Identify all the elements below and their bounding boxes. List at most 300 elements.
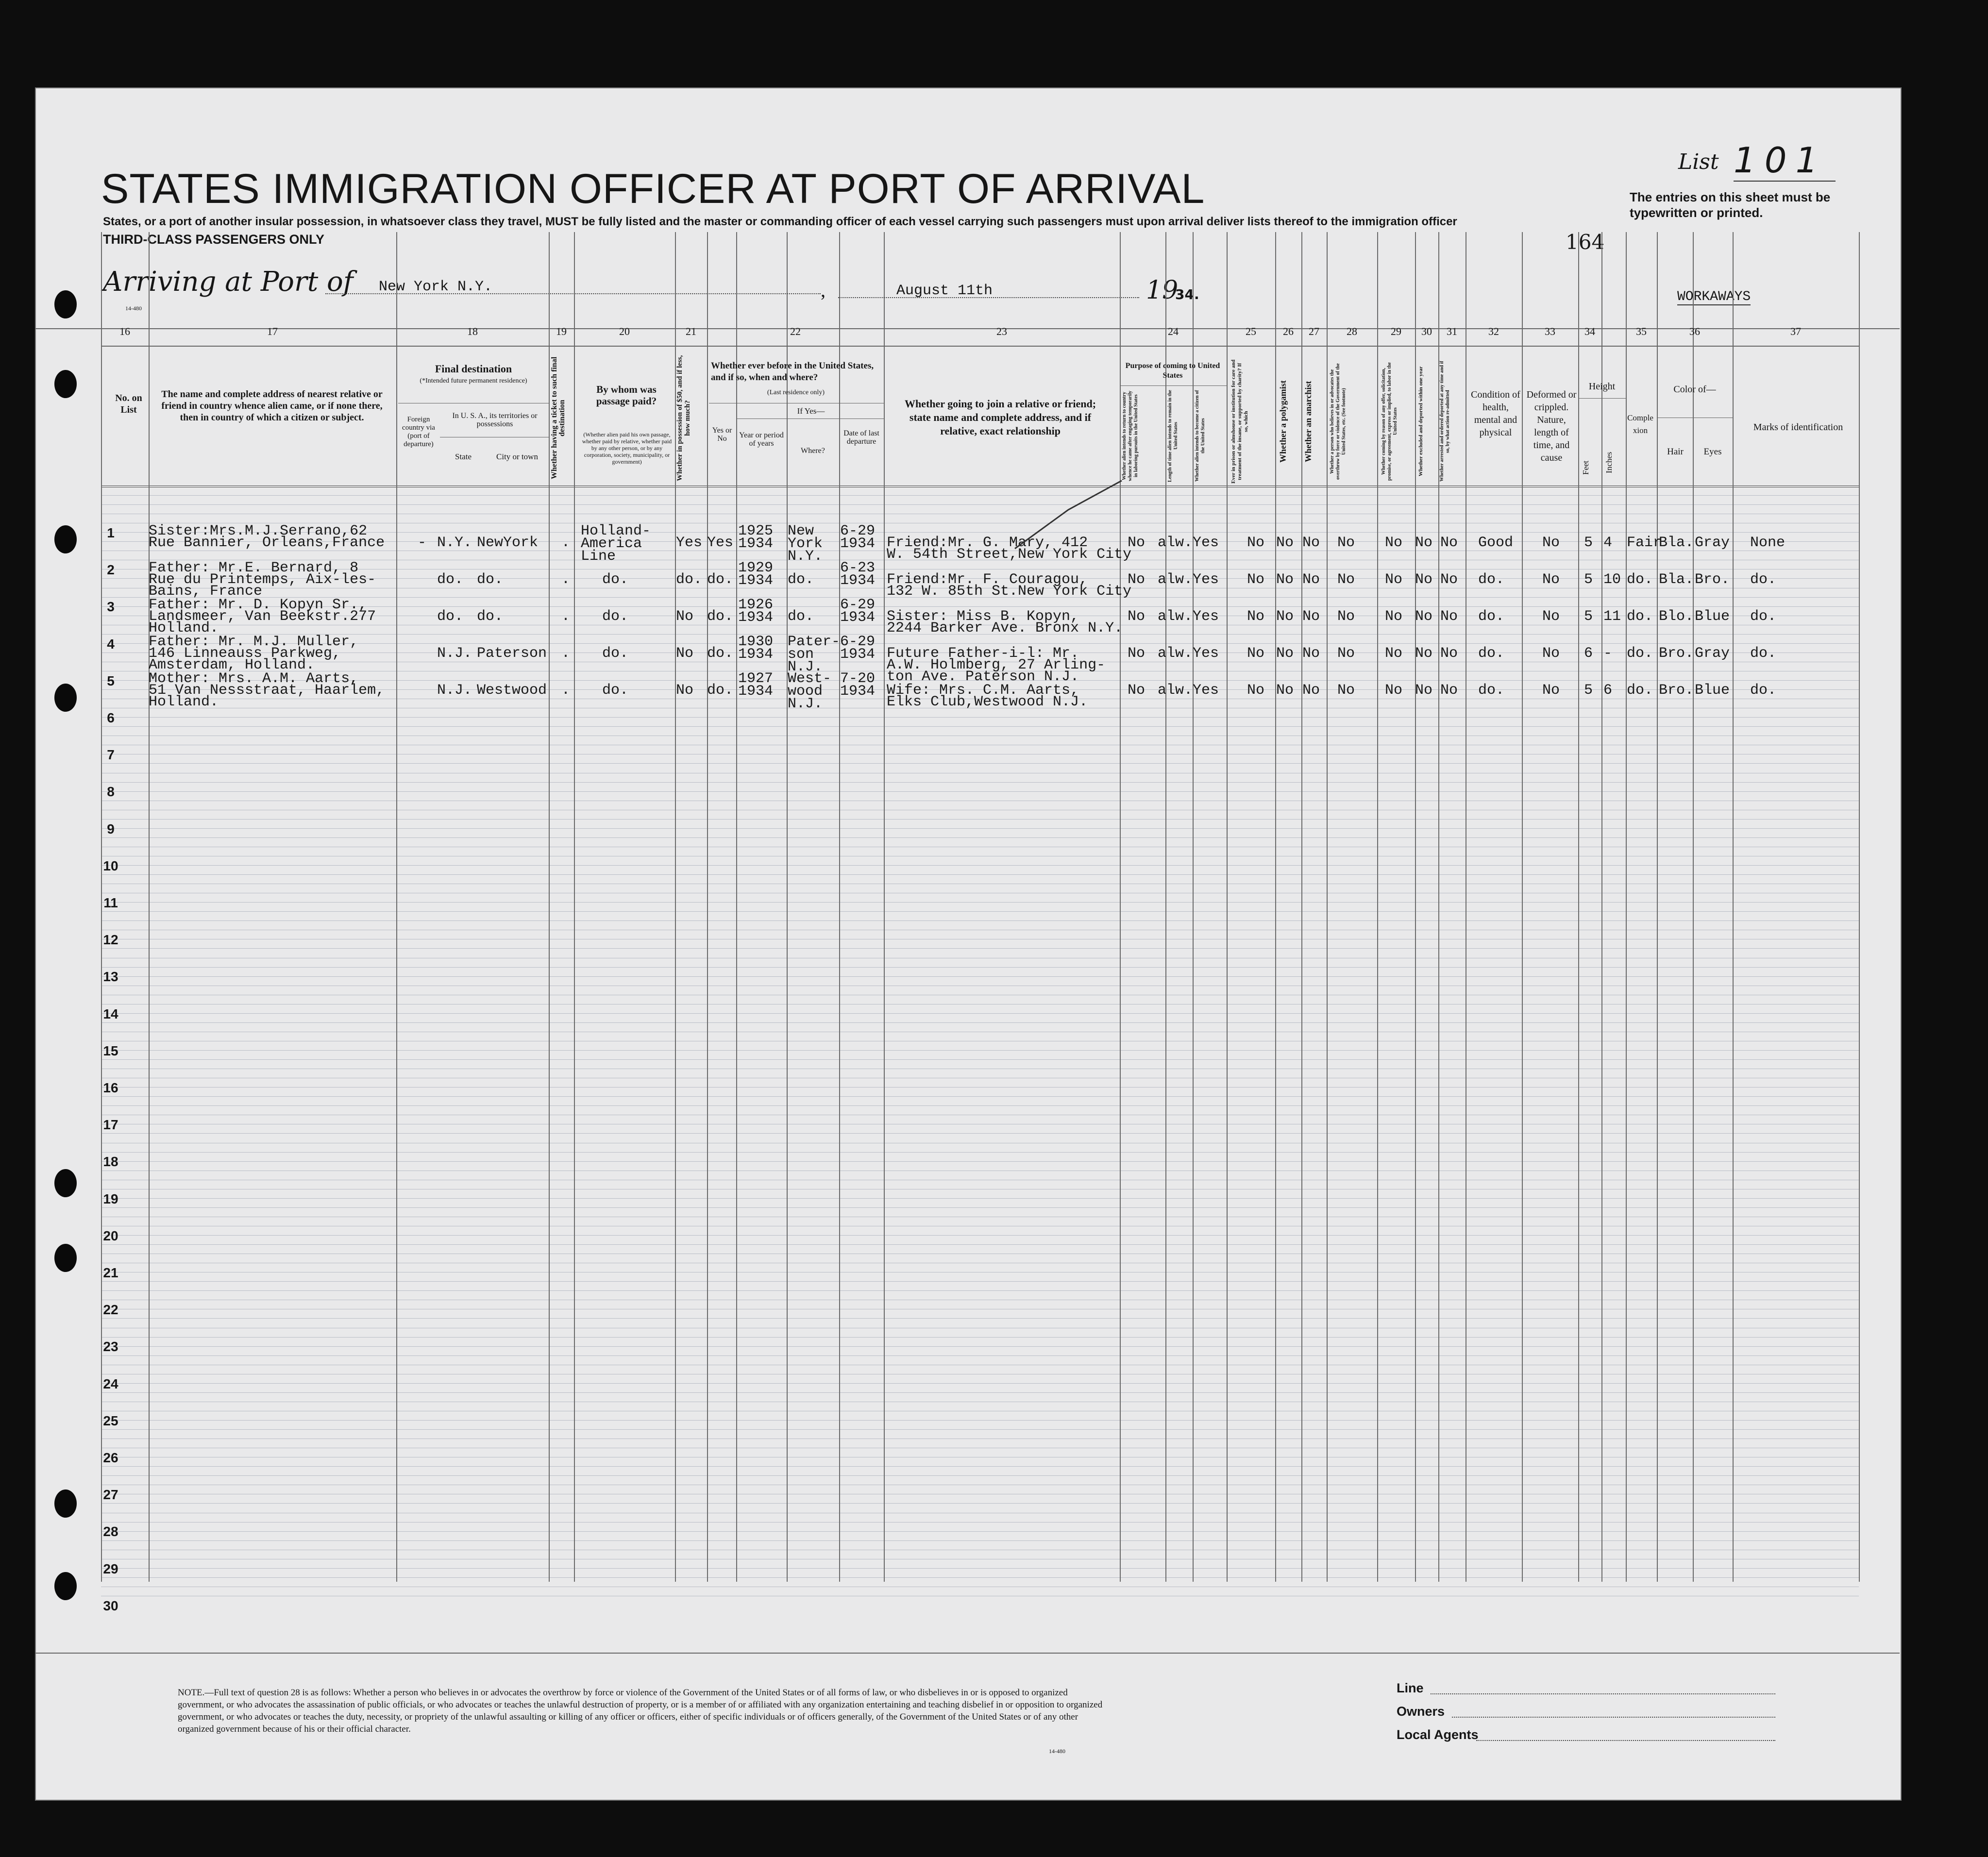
row-number: 14 — [103, 1006, 118, 1021]
header-eyes: Eyes — [1703, 447, 1722, 457]
passage-paid-by: do. — [602, 645, 629, 662]
anarchist-answer: No — [1302, 608, 1320, 625]
years-in-us: 1934 — [738, 535, 774, 552]
column-divider — [1733, 232, 1734, 1582]
column-divider — [396, 232, 397, 1582]
column-divider — [1275, 232, 1276, 1582]
header-nearest-relative: The name and complete address of nearest relative or friend in country whence alien came, or if none there, then in country of which a citizen or subject. — [161, 389, 383, 423]
height-feet: 6 — [1584, 645, 1593, 662]
complexion-value: do. — [1627, 571, 1653, 588]
header-color-of: Color of— — [1673, 384, 1716, 395]
purpose-citizen: Yes — [1193, 645, 1219, 662]
relative-address: Rue Bannier, Orleans,France — [149, 535, 385, 551]
column-number: 23 — [996, 325, 1007, 337]
ruled-line — [101, 1281, 1859, 1282]
row-number: 6 — [107, 710, 115, 725]
agents-field — [1476, 1740, 1775, 1741]
line-label: Line — [1397, 1681, 1424, 1695]
column-divider — [549, 232, 550, 1582]
subtitle-line2: THIRD-CLASS PASSENGERS ONLY — [103, 232, 325, 247]
header-city: City or town — [496, 452, 538, 461]
previous-residence: do. — [788, 571, 814, 588]
footer-form-code: 14-480 — [1049, 1748, 1065, 1755]
arrested-answer: No — [1440, 608, 1458, 625]
table-top-line — [35, 328, 1900, 329]
row-number: 1 — [107, 525, 115, 540]
polygamist-answer: No — [1276, 645, 1294, 662]
destination-state: do. — [437, 571, 464, 588]
column-number: 28 — [1347, 325, 1357, 337]
row-number: 21 — [103, 1265, 118, 1280]
arrested-answer: No — [1440, 571, 1458, 588]
ruled-line — [101, 1355, 1859, 1356]
health-condition: Good — [1478, 535, 1514, 551]
column-number: 34 — [1584, 325, 1595, 337]
header-no-on-list: No. on List — [115, 393, 142, 415]
purpose-return: No — [1128, 682, 1146, 699]
header-inches: Inches — [1604, 452, 1614, 474]
column-number-rule — [101, 346, 1859, 347]
ruled-line — [101, 1337, 1859, 1338]
row-number: 29 — [103, 1561, 118, 1576]
row-number: 8 — [107, 784, 115, 800]
joining-relative: Friend:Mr. F. Couragou, — [887, 571, 1088, 588]
header-foreign-country: Foreign country via (port of departure) — [402, 416, 435, 448]
money-possession: No — [676, 682, 694, 699]
row-number: 30 — [103, 1598, 118, 1613]
hair-color: Bla. — [1659, 535, 1694, 551]
ruled-line — [101, 1503, 1859, 1504]
column-number: 24 — [1168, 325, 1179, 337]
punch-hole — [54, 290, 77, 318]
header-anarchist: Whether an anarchist — [1303, 381, 1313, 462]
ruled-line — [101, 763, 1859, 764]
previous-residence: N.Y. — [788, 548, 823, 565]
complexion-value: do. — [1627, 682, 1653, 699]
ruled-line — [101, 1290, 1859, 1291]
header-advocates: Whether a person who believes in or advocates the overthrow by force or violence of the Government of the United States, etc. (See footnote) — [1330, 363, 1347, 480]
height-feet: 5 — [1584, 535, 1593, 551]
destination-state: N.J. — [437, 645, 472, 662]
page-title: STATES IMMIGRATION OFFICER AT PORT OF ARRIVAL — [101, 166, 1205, 212]
column-number: 30 — [1421, 325, 1432, 337]
purpose-return: No — [1128, 608, 1146, 625]
excluded-answer: No — [1415, 645, 1433, 662]
deformed-answer: No — [1542, 608, 1560, 625]
relative-address: Sister:Mrs.M.J.Serrano,62 — [149, 523, 368, 539]
ruled-line — [101, 948, 1859, 949]
row-number: 20 — [103, 1228, 118, 1243]
column-divider — [149, 232, 150, 1582]
hair-color: Bro. — [1659, 645, 1694, 662]
row-number: 9 — [107, 821, 115, 836]
ruled-line — [101, 1383, 1859, 1384]
column-number: 31 — [1447, 325, 1457, 337]
column-divider — [1301, 232, 1302, 1582]
row-number: 7 — [107, 747, 115, 763]
last-departure: 6-29 — [840, 523, 876, 539]
ruled-line — [101, 1022, 1859, 1023]
hair-color: Bro. — [1659, 682, 1694, 699]
complexion-value: do. — [1627, 608, 1653, 625]
destination-city: do. — [477, 571, 504, 588]
column-divider — [1657, 232, 1658, 1582]
joining-relative: Elks Club,Westwood N.J. — [887, 694, 1088, 710]
purpose-length: alw. — [1158, 571, 1193, 588]
column-number: 32 — [1488, 325, 1499, 337]
years-in-us: 1927 — [738, 670, 774, 687]
advocates-answer: No — [1337, 608, 1355, 625]
row-number: 24 — [103, 1376, 118, 1391]
column-divider — [736, 232, 737, 1582]
purpose-return: No — [1128, 535, 1146, 551]
row-number: 4 — [107, 636, 115, 652]
column-divider — [1522, 232, 1523, 1582]
header-deformed: Deformed or crippled. Nature, length of time, and cause — [1526, 389, 1577, 463]
ruled-line — [101, 782, 1859, 783]
ruled-line — [101, 1420, 1859, 1421]
ruled-line — [101, 920, 1859, 921]
ruled-line — [101, 1013, 1859, 1014]
row-number: 19 — [103, 1191, 118, 1206]
anarchist-answer: No — [1302, 682, 1320, 699]
ruled-line — [101, 643, 1859, 644]
joining-relative: W. 54th Street,New York City — [887, 546, 1132, 563]
ruled-line — [101, 1105, 1859, 1106]
offer-answer: No — [1385, 571, 1403, 588]
last-departure: 1934 — [840, 535, 876, 552]
previous-residence: wood — [788, 683, 823, 700]
purpose-citizen: Yes — [1193, 682, 1219, 699]
header-where: Where? — [801, 447, 825, 455]
column-divider — [1578, 232, 1579, 1582]
eye-color: Bro. — [1695, 571, 1730, 588]
previous-residence: York — [788, 535, 823, 552]
purpose-return: No — [1128, 645, 1146, 662]
year-prefix: 19 — [1146, 276, 1179, 305]
ticket-mark: . — [561, 682, 571, 699]
purpose-length: alw. — [1158, 645, 1193, 662]
header-fifty-dollars: Whether in possession of $50, and if less, how much? — [676, 355, 691, 481]
header-purpose-return: Whether alien intends to return to country whence he came after engaging temporarily in laboring pursuits in the United States — [1122, 390, 1139, 482]
row-number: 28 — [103, 1524, 118, 1539]
deformed-answer: No — [1542, 571, 1560, 588]
punch-hole — [54, 1169, 77, 1197]
pencil-mark — [1010, 476, 1127, 553]
destination-state: N.Y. — [437, 535, 472, 551]
ruled-line — [101, 819, 1859, 820]
destination-city: Paterson — [477, 645, 547, 662]
ruled-line — [101, 874, 1859, 875]
ruled-line — [101, 1429, 1859, 1430]
joining-relative: A.W. Holmberg, 27 Arling- — [887, 657, 1106, 673]
height-inches: 4 — [1603, 535, 1613, 551]
header-in-usa: In U. S. A., its territories or possessions — [452, 412, 538, 428]
header-ever-before: Whether ever before in the United States, and if so, when and where? — [711, 361, 874, 383]
last-departure: 1934 — [840, 609, 876, 626]
row-number: 15 — [103, 1043, 118, 1058]
years-in-us: 1925 — [738, 523, 774, 539]
purpose-length: alw. — [1158, 608, 1193, 625]
header-purpose-length: Length of time alien intends to remain in the United States — [1167, 390, 1179, 482]
header-polygamist: Whether a polygamist — [1278, 380, 1288, 463]
purpose-length: alw. — [1158, 535, 1193, 551]
polygamist-answer: No — [1276, 535, 1294, 551]
header-final-destination-note: (*Intended future permanent residence) — [420, 377, 527, 385]
ruled-line — [101, 726, 1859, 727]
column-number: 18 — [467, 325, 478, 337]
column-number: 22 — [790, 325, 801, 337]
excluded-answer: No — [1415, 608, 1433, 625]
advocates-answer: No — [1337, 645, 1355, 662]
header-prison: Ever in prison or almshouse or institution for care and treatment of the insane, or supported by charity? If so, which — [1230, 359, 1249, 484]
column-divider — [1601, 232, 1602, 1582]
manifest-sheet — [35, 87, 1902, 1801]
complexion-value: do. — [1627, 645, 1653, 662]
row-number: 13 — [103, 969, 118, 985]
relative-address: 146 Linneauss Parkweg, — [149, 645, 341, 662]
column-number: 20 — [619, 325, 630, 337]
ruled-line — [101, 865, 1859, 866]
foreign-country: - — [418, 535, 427, 551]
column-divider — [1227, 232, 1228, 1582]
prison-answer: No — [1247, 608, 1265, 625]
ruled-line — [101, 828, 1859, 829]
ruled-line — [101, 504, 1859, 505]
punch-hole — [54, 1572, 77, 1600]
height-inches: 6 — [1603, 682, 1613, 699]
ruled-line — [101, 1392, 1859, 1393]
column-divider — [884, 232, 885, 1582]
header-height: Height — [1588, 381, 1616, 392]
prison-answer: No — [1247, 645, 1265, 662]
previous-residence: N.J. — [788, 659, 823, 675]
height-inches: - — [1603, 645, 1613, 662]
date-value: August 11th — [896, 283, 993, 299]
previous-residence: N.J. — [788, 696, 823, 712]
agents-label: Local Agents — [1397, 1727, 1479, 1742]
arrested-answer: No — [1440, 645, 1458, 662]
header-health: Condition of health, mental and physical — [1471, 389, 1520, 438]
column-divider — [1193, 232, 1194, 1582]
prison-answer: No — [1247, 682, 1265, 699]
column-number: 29 — [1391, 325, 1401, 337]
joining-relative: Wife: Mrs. C.M. Aarts, — [887, 682, 1079, 699]
polygamist-answer: No — [1276, 608, 1294, 625]
ruled-line — [101, 967, 1859, 968]
deformed-answer: No — [1542, 535, 1560, 551]
ruled-line — [101, 1540, 1859, 1541]
row-number: 27 — [103, 1487, 118, 1503]
health-condition: do. — [1478, 682, 1505, 699]
years-in-us: 1929 — [738, 560, 774, 576]
header-feet: Feet — [1581, 460, 1590, 475]
joining-relative: Sister: Miss B. Kopyn, — [887, 608, 1079, 625]
column-divider — [574, 232, 575, 1582]
ever-before-us: do. — [707, 571, 734, 588]
ruled-line — [101, 1577, 1859, 1578]
subtitle-line1: States, or a port of another insular possession, in whatsoever class they travel, MUST be fully listed and the master or commanding officer of each vessel carrying such passengers must upon arrival deliver lists thereof to the immigration officer — [103, 215, 1457, 228]
relative-address: Landsmeer, Van Beekstr.277 — [149, 608, 376, 625]
anarchist-answer: No — [1302, 571, 1320, 588]
money-possession: No — [676, 608, 694, 625]
purpose-return: No — [1128, 571, 1146, 588]
ruled-line — [101, 976, 1859, 977]
offer-answer: No — [1385, 645, 1403, 662]
column-number: 16 — [119, 325, 130, 337]
year-suffix: 34. — [1175, 286, 1199, 302]
relative-address: Father: Mr. D. Kopyn Sr., — [149, 597, 368, 613]
header-joining: Whether going to join a relative or friend; state name and complete address, and if relative, exact relationship — [904, 398, 1096, 437]
ruled-line — [101, 1152, 1859, 1153]
column-number: 37 — [1790, 325, 1801, 337]
destination-state: do. — [437, 608, 464, 625]
punch-hole — [54, 370, 77, 398]
ticket-mark: . — [561, 608, 571, 625]
height-inches: 10 — [1603, 571, 1621, 588]
health-condition: do. — [1478, 645, 1505, 662]
relative-address: Father: Mr. M.J. Muller, — [149, 634, 359, 650]
destination-city: Westwood — [477, 682, 547, 699]
row-number: 5 — [107, 673, 115, 688]
ruled-line — [101, 1244, 1859, 1245]
column-number: 21 — [686, 325, 696, 337]
column-divider — [1859, 232, 1860, 1582]
last-departure: 6-29 — [840, 634, 876, 650]
height-feet: 5 — [1584, 682, 1593, 699]
ever-before-us: do. — [707, 682, 734, 699]
header-hair: Hair — [1667, 447, 1684, 457]
relative-address: Holland. — [149, 694, 219, 710]
deformed-answer: No — [1542, 682, 1560, 699]
anarchist-answer: No — [1302, 645, 1320, 662]
header-ever-before-note: (Last residence only) — [767, 389, 825, 396]
joining-relative: 2244 Barker Ave. Bronx N.Y. — [887, 620, 1123, 636]
relative-address: Holland. — [149, 620, 219, 636]
passage-paid-by: do. — [602, 571, 629, 588]
port-value: New York N.Y. — [379, 279, 493, 295]
money-possession: Yes — [676, 535, 703, 551]
eye-color: Blue — [1695, 608, 1730, 625]
column-divider — [1377, 232, 1378, 1582]
polygamist-answer: No — [1276, 571, 1294, 588]
form-code-top: 14-480 — [125, 305, 142, 312]
hair-color: Bla. — [1659, 571, 1694, 588]
table-header-bottom — [101, 485, 1859, 487]
ruled-line — [101, 1198, 1859, 1199]
ruled-line — [101, 1133, 1859, 1134]
ever-before-us: do. — [707, 608, 734, 625]
row-number: 12 — [103, 932, 118, 948]
row-number: 17 — [103, 1117, 118, 1133]
passage-paid-by: do. — [602, 682, 629, 699]
previous-residence: Pater- — [788, 634, 841, 650]
owners-label: Owners — [1397, 1704, 1445, 1719]
column-divider — [1165, 232, 1166, 1582]
previous-residence: New — [788, 523, 814, 539]
passage-paid-by: America — [581, 535, 642, 552]
arrested-answer: No — [1440, 682, 1458, 699]
ruled-line — [101, 1466, 1859, 1467]
passage-paid-by: do. — [602, 608, 629, 625]
identification-marks: do. — [1750, 645, 1777, 662]
ruled-line — [101, 1318, 1859, 1319]
excluded-answer: No — [1415, 682, 1433, 699]
eye-color: Blue — [1695, 682, 1730, 699]
ruled-line — [101, 1235, 1859, 1236]
column-divider — [1693, 232, 1694, 1582]
ruled-line — [101, 1059, 1859, 1060]
header-passage-paid: By whom was passage paid? — [596, 384, 657, 407]
row-number: 18 — [103, 1154, 118, 1170]
column-number: 26 — [1283, 325, 1294, 337]
ruled-line — [101, 1346, 1859, 1347]
line-field — [1431, 1693, 1775, 1694]
header-final-destination: Final destination — [435, 363, 512, 375]
height-feet: 5 — [1584, 608, 1593, 625]
row-number: 3 — [107, 599, 115, 615]
height-feet: 5 — [1584, 571, 1593, 588]
polygamist-answer: No — [1276, 682, 1294, 699]
arrested-answer: No — [1440, 535, 1458, 551]
header-state: State — [455, 452, 472, 461]
row-number: 2 — [107, 562, 115, 578]
header-passage-paid-note: (Whether alien paid his own passage, whether paid by relative, whether paid by any other person, or by any corporation, society, municipality, or government) — [582, 431, 672, 465]
offer-answer: No — [1385, 608, 1403, 625]
category-value: WORKAWAYS — [1677, 289, 1751, 304]
passage-paid-by: Line — [581, 548, 616, 565]
purpose-citizen: Yes — [1193, 535, 1219, 551]
column-number: 19 — [556, 325, 567, 337]
header-rule — [1120, 385, 1227, 386]
relative-address: Father: Mr.E. Bernard, 8 — [149, 560, 359, 576]
ever-before-us: do. — [707, 645, 734, 662]
ruled-line — [101, 495, 1859, 496]
advocates-answer: No — [1337, 571, 1355, 588]
row-number: 10 — [103, 858, 118, 873]
years-in-us: 1930 — [738, 634, 774, 650]
row-number: 26 — [103, 1450, 118, 1465]
eye-color: Gray — [1695, 645, 1730, 662]
punch-hole — [54, 1489, 77, 1518]
height-inches: 11 — [1603, 608, 1621, 625]
deformed-answer: No — [1542, 645, 1560, 662]
header-purpose: Purpose of coming to United States — [1125, 362, 1220, 380]
prison-answer: No — [1247, 571, 1265, 588]
footnote: NOTE.—Full text of question 28 is as follows: Whether a person who believes in or advocates the overthrow by force or violence of the Government of the United States or of all forms of law, or who disbelieves in or is opposed to organized government, or who advocates the assassination of public officials, or who advocates or teaches the unlawful destruction of property, or is a member of or affiliated with any organization entertaining and teaching disbelief in or opposition to organized government, or who advocates or teaches the duty, necessity, or propriety of the unlawful assaulting or killing of any officer or officers, either of specific individuals or of officers generally, of the Government of the United States or of any other organized government because of his or their official character. — [178, 1688, 1103, 1734]
ticket-mark: . — [561, 535, 571, 551]
header-yes-no: Yes or No — [712, 426, 732, 443]
comma: , — [821, 279, 826, 301]
anarchist-answer: No — [1302, 535, 1320, 551]
header-if-yes: If Yes— — [797, 406, 825, 416]
column-divider — [1327, 232, 1328, 1582]
arriving-label: Arriving at Port of — [103, 266, 354, 298]
punch-hole — [54, 525, 77, 553]
previous-residence: do. — [788, 608, 814, 625]
prison-answer: No — [1247, 535, 1265, 551]
purpose-citizen: Yes — [1193, 608, 1219, 625]
column-divider — [1120, 232, 1121, 1582]
years-in-us: 1934 — [738, 683, 774, 700]
punch-hole — [54, 1244, 77, 1272]
previous-residence: son — [788, 646, 814, 663]
joining-relative: Future Father-i-l: Mr. — [887, 645, 1079, 662]
list-label: List — [1678, 150, 1719, 174]
list-number: 101 — [1734, 140, 1836, 182]
ruled-line — [101, 1207, 1859, 1208]
ever-before-us: Yes — [707, 535, 734, 551]
